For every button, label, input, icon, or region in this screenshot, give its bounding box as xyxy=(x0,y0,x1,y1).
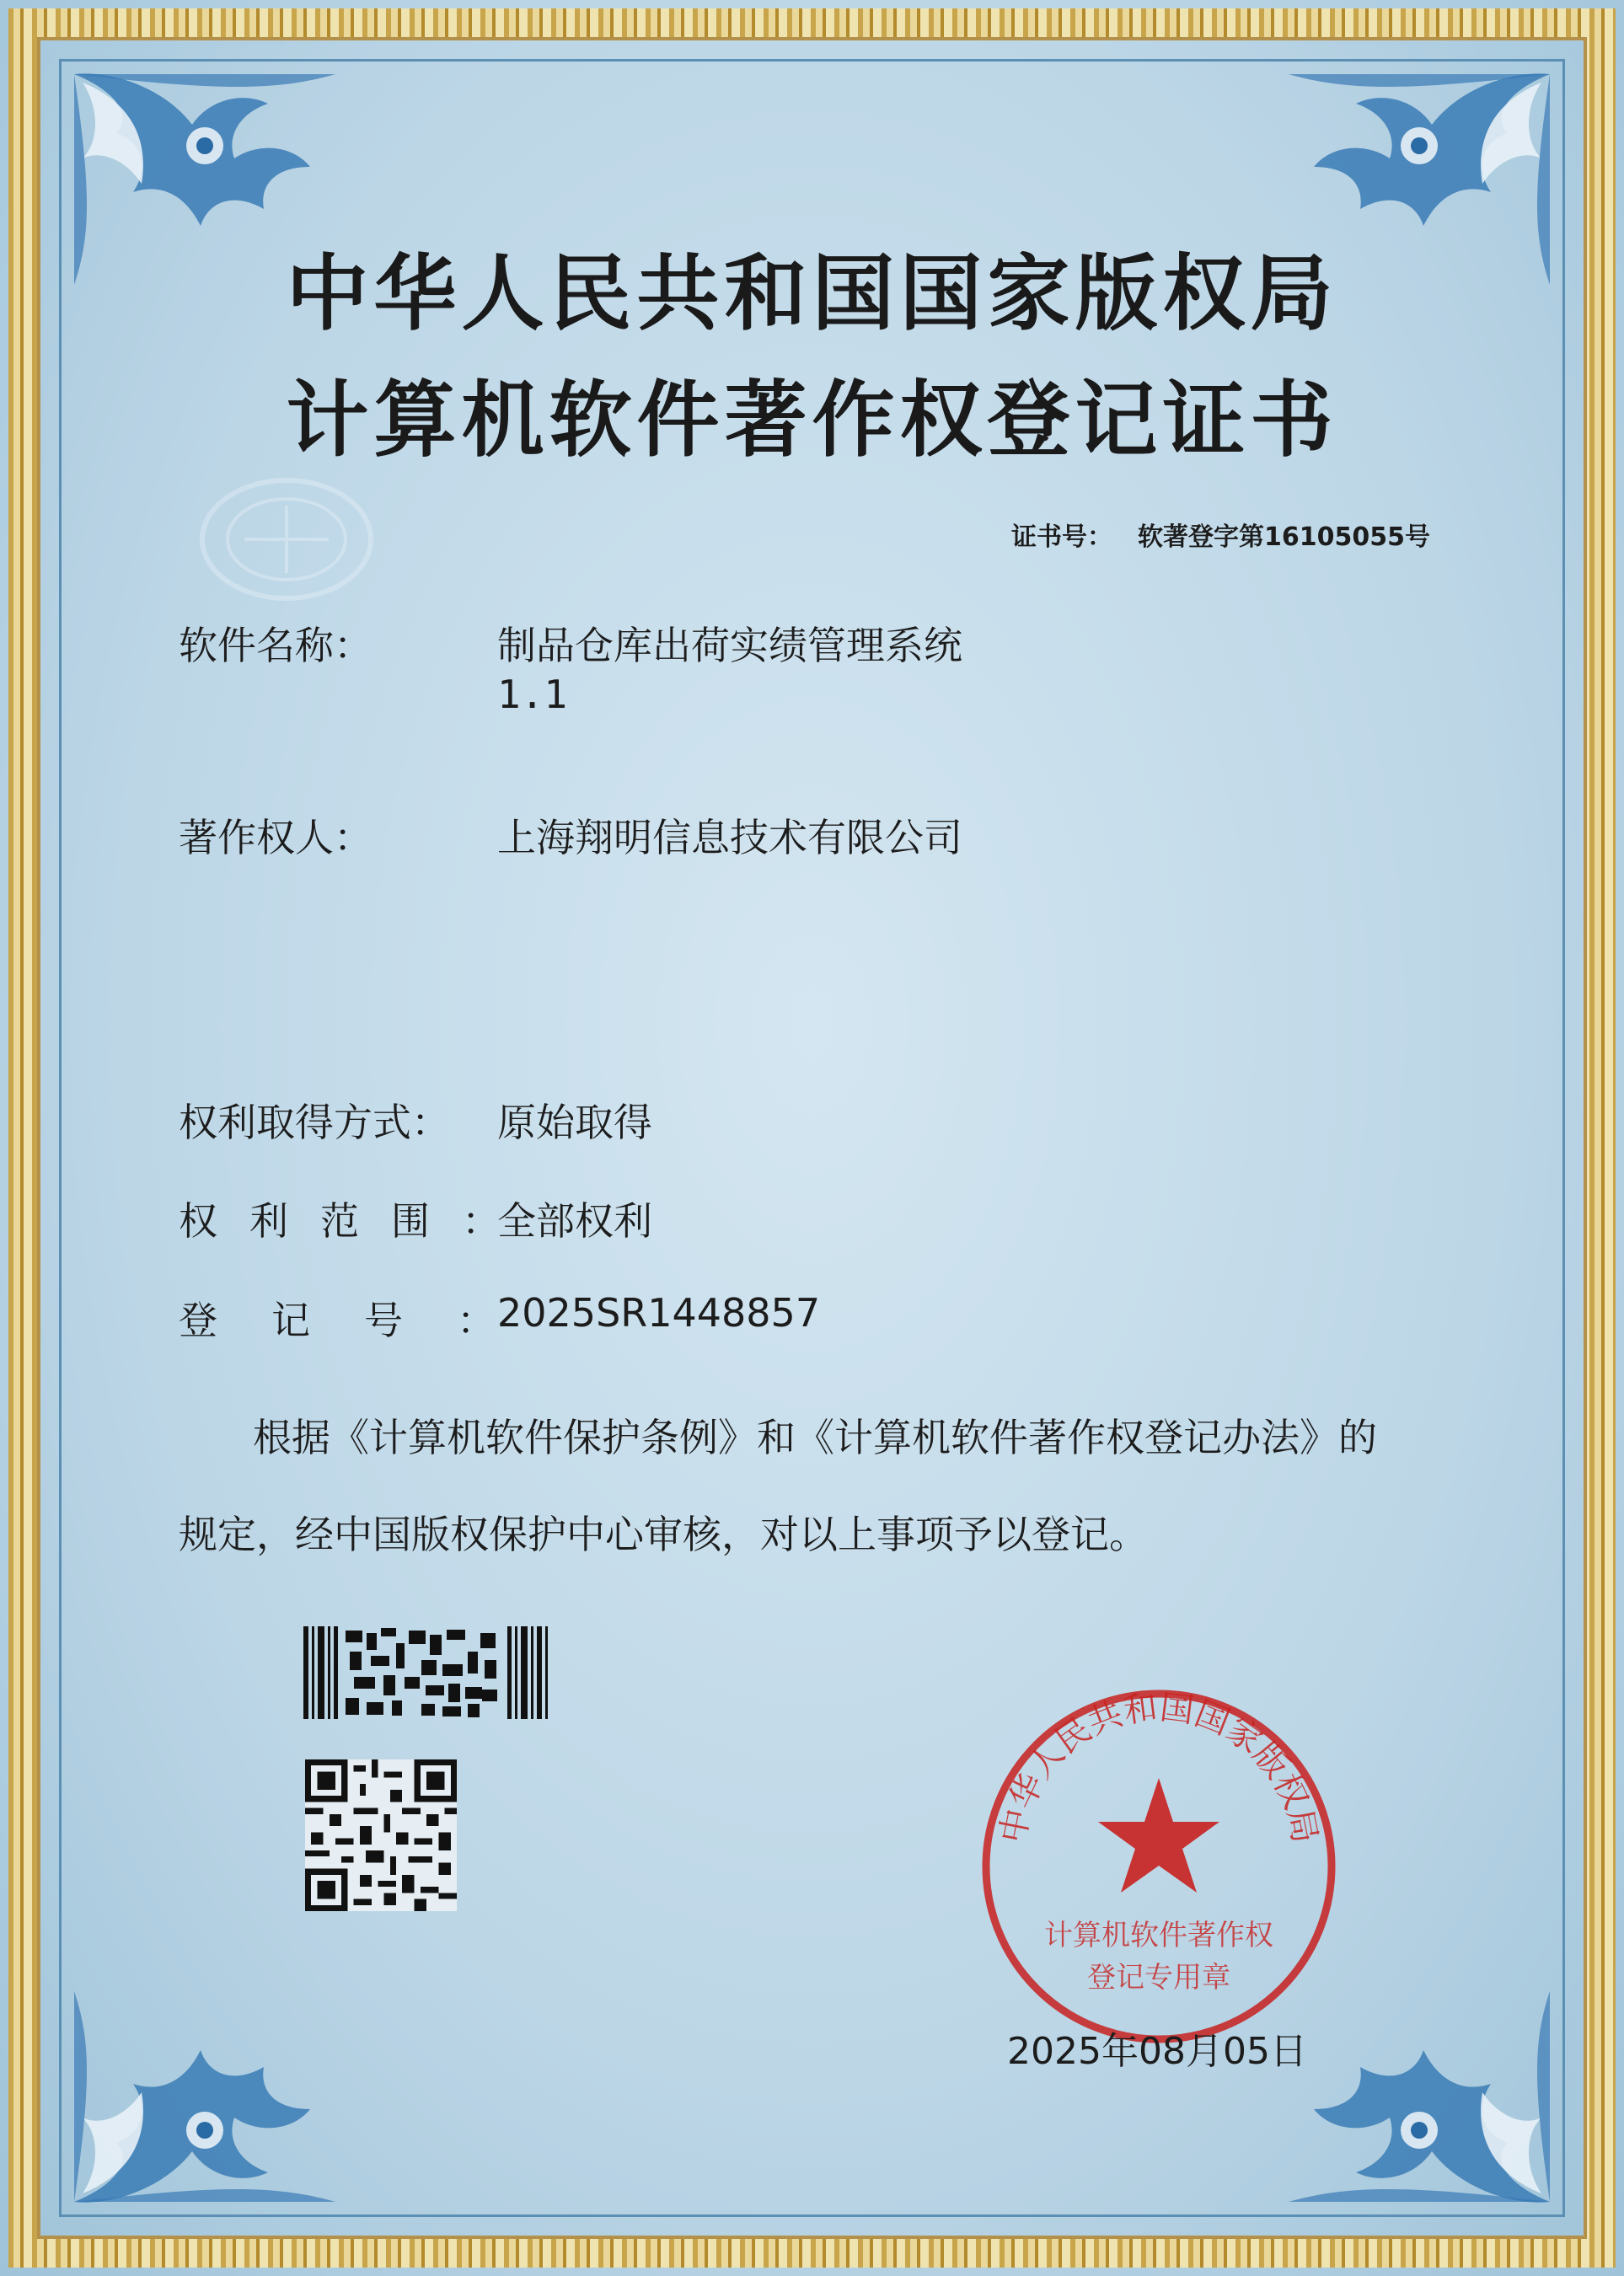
software-name-value: 制品仓库出荷实绩管理系统 xyxy=(497,623,962,668)
certificate-number-label: 证书号： xyxy=(1011,522,1112,552)
title-line-2: 计算机软件著作权登记证书 xyxy=(286,372,1338,469)
software-name-label: 软件名称： xyxy=(179,623,373,668)
certificate-number xyxy=(1011,516,1430,553)
title-line-1: 中华人民共和国国家版权局 xyxy=(286,245,1338,342)
registration-number-label: 登记号： xyxy=(179,1298,549,1343)
rights-scope-label: 权利范围： xyxy=(179,1198,533,1244)
copyright-owner-label: 著作权人： xyxy=(179,815,373,860)
barcode-icon xyxy=(303,1626,552,1719)
star-icon xyxy=(1098,1778,1219,1893)
acquisition-method-value: 原始取得 xyxy=(497,1100,652,1145)
acquisition-method-label: 权利取得方式： xyxy=(179,1100,450,1145)
legal-basis-line-1: 根据《计算机软件保护条例》和《计算机软件著作权登记办法》的 xyxy=(253,1415,1377,1460)
registration-number-value: 2025SR1448857 xyxy=(497,1290,821,1336)
official-seal xyxy=(969,1677,1348,2056)
issue-date: 2025年08月05日 xyxy=(1007,2030,1307,2073)
software-version-value: 1.1 xyxy=(497,672,568,717)
corner-ornament-icon xyxy=(66,1974,352,2210)
legal-basis-line-2: 规定，经中国版权保护中心审核，对以上事项予以登记。 xyxy=(179,1512,1148,1557)
qr-code-icon xyxy=(305,1759,457,1915)
rights-scope-value: 全部权利 xyxy=(497,1198,652,1244)
seal-inner-line-2: 登记专用章 xyxy=(1087,1961,1230,1995)
emblem-watermark-icon xyxy=(194,472,379,607)
certificate-number-value: 软著登字第16105055号 xyxy=(1138,522,1430,552)
copyright-owner-value: 上海翔明信息技术有限公司 xyxy=(497,815,962,860)
seal-inner-line-1: 计算机软件著作权 xyxy=(1044,1919,1273,1952)
seal-arc-text: 中华人民共和国国家版权局 xyxy=(993,1688,1325,1846)
